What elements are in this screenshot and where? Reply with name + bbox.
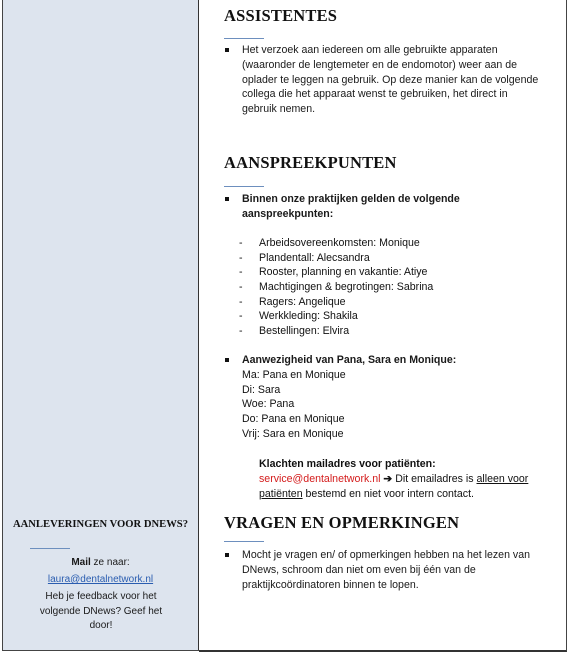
sidebar-email-link[interactable]: laura@dentalnetwork.nl (47, 574, 154, 585)
section-title-assistentes: ASSISTENTES (224, 6, 338, 25)
contact-item-text: Werkkleding: Shakila (259, 310, 358, 323)
contact-item-text: Bestellingen: Elvira (259, 325, 350, 338)
aanspreekpunten-intro: Binnen onze praktijken gelden de volgende aanspreekpunten: (242, 193, 460, 220)
mail-instruction (3, 556, 198, 571)
bullet-icon (224, 47, 230, 53)
list-item: - Machtigingen & begrotingen: Sabrina (239, 281, 434, 294)
complaints-text-part: Dit emailadres is (392, 472, 477, 485)
contact-item-text: Machtigingen & begrotingen: Sabrina (259, 281, 434, 294)
list-item: - Bestellingen: Elvira (239, 325, 350, 338)
section-title-aanspreekpunten: AANSPREEKPUNTEN (224, 153, 397, 172)
bullet-icon (224, 196, 230, 202)
section-divider (224, 186, 264, 187)
complaints-text (259, 472, 549, 502)
section-divider (224, 38, 264, 39)
bullet-item (224, 353, 524, 368)
presence-day: Woe: Pana (242, 398, 295, 411)
list-item: - Plandentall: Alecsandra (239, 251, 370, 264)
presence-day: Do: Pana en Monique (242, 413, 345, 426)
list-item: - Rooster, planning en vakantie: Atiye (239, 266, 428, 279)
contact-item-text: Plandentall: Alecsandra (259, 251, 370, 264)
presence-day: Di: Sara (242, 383, 281, 396)
complaints-email-link[interactable]: service@dentalnetwork.nl (259, 472, 381, 485)
mail-label: Mail (71, 557, 91, 568)
complaints-text-part: bestemd en niet voor intern contact. (302, 487, 474, 500)
presence-list (242, 368, 346, 442)
mail-suffix: ze naar: (90, 557, 130, 568)
arrow-right-icon: ➔ (383, 472, 393, 485)
section-divider (224, 541, 264, 542)
contact-item-text: Rooster, planning en vakantie: Atiye (259, 266, 428, 279)
bullet-item (224, 192, 474, 222)
list-item: - Arbeidsovereenkomsten: Monique (239, 237, 420, 249)
contact-item-text: Arbeidsovereenkomsten: Monique (259, 237, 420, 249)
bullet-item (224, 43, 544, 117)
presence-day: Ma: Pana en Monique (242, 369, 346, 381)
complaints-underline: alleen voor patiënten (259, 472, 529, 500)
complaints-block (259, 457, 549, 501)
bullet-icon (224, 357, 230, 363)
contact-item-text: Ragers: Angelique (259, 295, 346, 308)
list-item: - Ragers: Angelique (239, 295, 346, 308)
bullet-icon (224, 552, 230, 558)
vragen-text: Mocht je vragen en/ of opmerkingen hebben na het lezen van DNews, schroom dan niet om even bij één van de praktijkcoördinatoren binnen te lopen. (242, 549, 530, 591)
sidebar-feedback: Heb je feedback voor het volgende DNews? Geef het door! (39, 591, 163, 631)
presence-day: Vrij: Sara en Monique (242, 427, 344, 440)
main-content (199, 0, 567, 652)
section-title-vragen: VRAGEN EN OPMERKINGEN (224, 513, 460, 532)
presence-title: Aanwezigheid van Pana, Sara en Monique: (242, 354, 457, 366)
contact-list (239, 236, 433, 339)
bullet-item (224, 548, 534, 592)
complaints-title: Klachten mailadres voor patiënten: (259, 458, 436, 470)
sidebar (2, 0, 200, 651)
sidebar-email-row (3, 573, 198, 588)
list-item: - Werkkleding: Shakila (239, 310, 358, 323)
assistentes-text: Het verzoek aan iedereen om alle gebruikte apparaten (waaronder de lengtemeter en de endomotor) weer aan de oplader te leggen na gebruik. Op deze manier kan de volgende collega die het apparaat wenst te gebruiken, het direct in gebruik nemen. (242, 44, 539, 116)
sidebar-title: AANLEVERINGEN VOOR DNEWS? (12, 519, 188, 530)
sidebar-divider (30, 548, 70, 549)
